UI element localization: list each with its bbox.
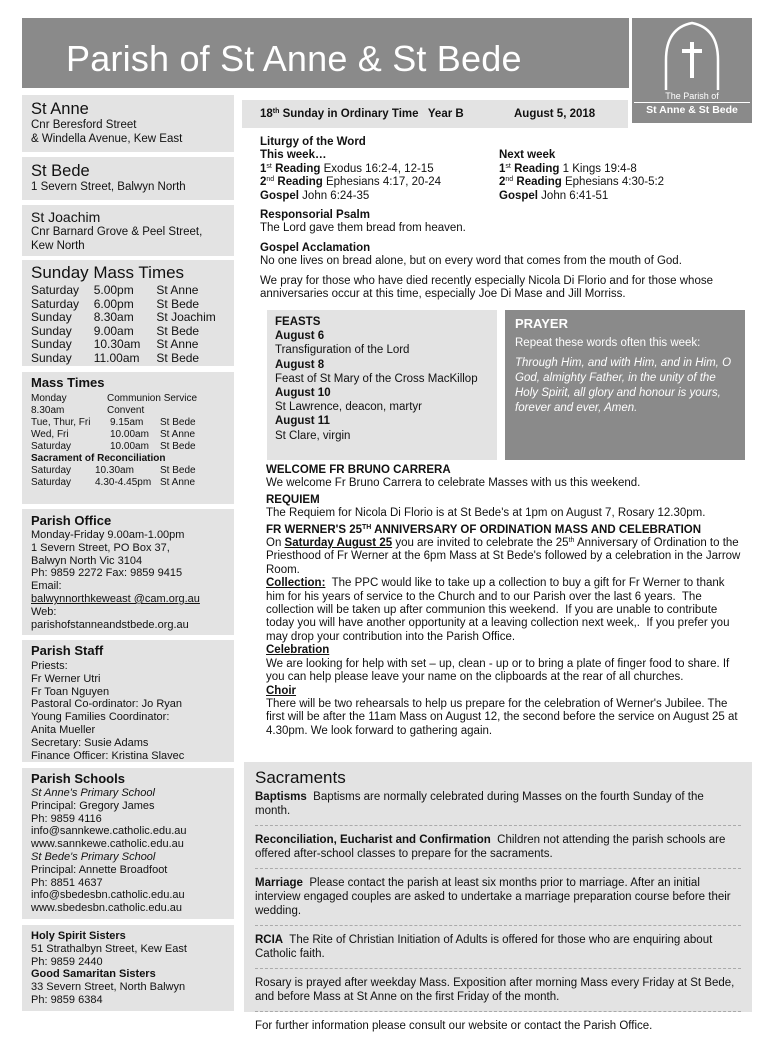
sacraments-box	[244, 762, 752, 1032]
sisters-line: 51 Strathalbyn Street, Kew East	[31, 942, 187, 955]
reading-number: 1	[260, 162, 267, 175]
mass-cell: 6.00pm	[93, 296, 134, 311]
next-week-readings	[499, 149, 664, 203]
reading-number: 2	[499, 176, 506, 189]
liturgical-date-header	[242, 100, 628, 128]
invitation-text: On	[266, 537, 285, 550]
ordinal-suffix: st	[266, 162, 272, 170]
mass-cell: Saturday	[31, 441, 72, 452]
mass-cell: St Anne	[160, 477, 196, 488]
staff-line: Finance Officer: Kristina Slavec	[31, 749, 185, 762]
mass-cell: Saturday	[31, 465, 72, 476]
reading-label: Reading	[275, 162, 321, 175]
mass-cell: Saturday	[31, 283, 80, 297]
sacrament-text: For further information please consult our website or contact the Parish Office.	[255, 1020, 653, 1032]
invitation-text: Anniversary of Ordination to the Priesthood of Fr Werner at the 6pm Mass at St Bede's followed by a celebration in the Jarrow Room.	[266, 537, 741, 576]
office-line: Balwyn North Vic 3104	[31, 554, 143, 567]
church-address: Kew North	[31, 239, 85, 252]
sunday-mass-row	[31, 338, 225, 352]
sacrament-text: Baptisms are normally celebrated during Masses on the fourth Sunday of the month.	[255, 791, 707, 817]
sunday-mass-row	[31, 352, 225, 366]
parish-title-banner: Parish of St Anne & St Bede	[22, 18, 629, 88]
reading-label: Reading	[516, 176, 562, 189]
acclamation-title: Gospel Acclamation	[260, 241, 371, 254]
reading-ref: John 6:24-35	[298, 189, 370, 202]
anniversary-title-part: ANNIVERSARY OF ORDINATION MASS AND CELEBRATION	[371, 523, 702, 536]
mass-row-monday	[31, 393, 225, 417]
mass-cell: Saturday	[31, 477, 72, 488]
school-name: St Anne's Primary School	[31, 787, 155, 799]
staff-line: Pastoral Co-ordinator: Jo Ryan	[31, 698, 183, 711]
sisters-line: 33 Severn Street, North Balwyn	[31, 981, 186, 994]
reading-number: 2	[260, 176, 267, 189]
parish-logo	[632, 18, 752, 123]
office-email-link[interactable]: balwynnorthkeweast @cam.org.au	[31, 592, 200, 605]
sacrament-paragraph	[255, 876, 741, 926]
feast-date: August 10	[275, 387, 331, 400]
prayer-title: PRAYER	[515, 316, 568, 331]
feasts-list	[275, 329, 489, 443]
mass-cell: St Anne	[160, 429, 196, 440]
sacrament-text: Please contact the parish at least six months prior to marriage. After an initial interview engaged couples are asked to undertake a marriage preparation course before their wedding.	[255, 877, 734, 917]
reading-ref: Exodus 16:2-4, 12-15	[320, 162, 434, 175]
requiem-text: The Requiem for Nicola Di Florio is at St Bede's at 1pm on August 7, Rosary 12.30pm.	[266, 507, 706, 520]
prayer-intro: Repeat these words often this week:	[515, 337, 701, 349]
school-line: www.sbedesbn.catholic.edu.au	[31, 902, 183, 915]
sunday-mass-times	[22, 260, 234, 366]
church-name: St Anne	[31, 100, 89, 118]
invitation-date: Saturday August 25	[284, 537, 393, 550]
mass-cell: Sunday	[31, 337, 72, 351]
reconciliation-row	[31, 477, 225, 489]
mass-cell: St Bede	[156, 350, 200, 365]
feasts-box	[267, 310, 497, 460]
church-address: & Windella Avenue, Kew East	[31, 132, 183, 145]
anniversary-invitation	[266, 537, 744, 577]
mass-cell: 10.00am	[110, 441, 149, 452]
church-name: St Bede	[31, 162, 90, 180]
sacrament-paragraph	[255, 833, 741, 869]
staff-line: Secretary: Susie Adams	[31, 736, 149, 749]
school-line: www.sannkewe.catholic.edu.au	[31, 838, 184, 851]
mass-table	[31, 417, 225, 453]
mass-cell: Saturday	[31, 296, 80, 311]
office-line: Email:	[31, 580, 62, 593]
sisters-line: Ph: 9859 6384	[31, 993, 103, 1006]
mass-desc: Communion Service	[107, 393, 198, 404]
school-line: Ph: 8851 4637	[31, 876, 103, 889]
mass-cell: 11.00am	[93, 350, 140, 365]
collection-notice	[266, 577, 744, 644]
school-line: Principal: Gregory James	[31, 799, 155, 812]
staff-line: Priests:	[31, 660, 68, 672]
acclamation-text: No one lives on bread alone, but on every word that comes from the mouth of God.	[260, 255, 682, 268]
staff-line: Young Families Coordinator:	[31, 711, 170, 724]
section-title: Parish Schools	[31, 771, 125, 786]
ordinal-suffix: th	[272, 108, 280, 115]
celebration-text: We are looking for help with set – up, clean - up or to bring a plate of finger food to share. If you can help please leave your name on the clipboards at the rear of all churches.	[266, 657, 730, 684]
mass-cell: Sunday	[31, 323, 72, 338]
sunday-mass-row	[31, 311, 225, 325]
mass-cell: 9.00am	[93, 323, 134, 338]
collection-label: Collection:	[266, 577, 326, 590]
choir-label: Choir	[266, 684, 297, 697]
sacrament-label: Baptisms	[255, 791, 307, 803]
section-title: Parish Office	[31, 513, 112, 528]
mass-cell: 8.30am	[93, 310, 134, 324]
parish-staff	[22, 640, 234, 762]
requiem-title: REQUIEM	[266, 493, 320, 506]
logo-line2: St Anne & St Bede	[634, 102, 750, 117]
liturgy-title: Liturgy of the Word	[260, 136, 366, 148]
welcome-text: We welcome Fr Bruno Carrera to celebrate Masses with us this weekend.	[266, 477, 641, 490]
sunday-number: 18	[260, 108, 273, 120]
reading-ref: 1 Kings 19:4-8	[559, 162, 637, 175]
mass-cell: Tue, Thur, Fri	[31, 417, 91, 428]
mass-desc: Convent	[107, 405, 145, 416]
mass-row	[31, 441, 225, 453]
office-web-label: Web:	[31, 605, 57, 618]
church-address: 1 Severn Street, Balwyn North	[31, 181, 186, 193]
sunday-mass-table	[31, 284, 225, 365]
mass-cell: St Bede	[156, 323, 200, 338]
mass-row	[31, 429, 225, 441]
reconciliation-table	[31, 465, 225, 489]
school-line: Principal: Annette Broadfoot	[31, 863, 168, 876]
invitation-text: you are invited to celebrate the 25	[392, 537, 569, 550]
feast-name: Feast of St Mary of the Cross MacKillop	[275, 372, 478, 385]
mass-cell: 5.00pm	[93, 283, 134, 297]
feast-date: August 11	[275, 415, 330, 428]
sisters-title: Holy Spirit Sisters	[31, 930, 126, 942]
church-address: Cnr Barnard Grove & Peel Street,	[31, 226, 203, 238]
reading-number: 1	[499, 162, 506, 175]
mass-row	[31, 417, 225, 429]
sunday-mass-row	[31, 298, 225, 312]
church-arch-icon	[632, 18, 752, 93]
office-line: Ph: 9859 2272 Fax: 9859 9415	[31, 567, 183, 580]
parish-notices	[266, 464, 744, 738]
mass-cell: 9.15am	[110, 417, 144, 428]
choir-text: There will be two rehearsals to help us prepare for the celebration of Werner's Jubilee. The first will be after the 11am Mass on August 12, the second before the service on August 25 at 4.30pm. We look forward to gathering again.	[266, 697, 738, 737]
sacrament-label: Reconciliation, Eucharist and Confirmation	[255, 834, 491, 846]
gospel-label: Gospel	[499, 189, 538, 202]
mass-time: 8.30am	[31, 405, 65, 416]
feast-date: August 6	[275, 330, 325, 343]
sacrament-label: RCIA	[255, 934, 284, 946]
mass-cell: St Anne	[156, 283, 199, 297]
sacrament-text: Children not attending the parish schools are offered after-school classes to prepare for the sacraments.	[255, 834, 729, 860]
office-web-link[interactable]: parishofstanneandstbede.org.au	[31, 618, 189, 631]
welcome-title: WELCOME FR BRUNO CARRERA	[266, 464, 451, 476]
mass-cell: 10.00am	[110, 429, 149, 440]
church-name: St Joachim	[31, 209, 101, 225]
school-line: info@sbedesbn.catholic.edu.au	[31, 889, 185, 902]
celebration-label: Celebration	[266, 644, 330, 657]
mass-day: Monday	[31, 393, 67, 404]
mass-cell: St Joachim	[156, 310, 216, 324]
logo-line1: The Parish of	[665, 91, 719, 101]
sisters-title: Good Samaritan Sisters	[31, 968, 156, 981]
parish-schools	[22, 768, 234, 919]
office-line: Monday-Friday 9.00am-1.00pm	[31, 529, 185, 541]
reading-ref: Ephesians 4:17, 20-24	[322, 176, 442, 189]
section-title: Parish Staff	[31, 643, 104, 658]
sacrament-text: Rosary is prayed after weekday Mass. Exposition after morning Mass every Friday at St Bede, and before Mass at St Anne on the first Friday of the month.	[255, 977, 738, 1003]
weekday-mass-times	[22, 372, 234, 504]
sacrament-label: Marriage	[255, 877, 303, 889]
feast-name: St Lawrence, deacon, martyr	[275, 401, 423, 414]
psalm-text: The Lord gave them bread from heaven.	[260, 222, 466, 235]
reconciliation-row	[31, 465, 225, 477]
this-week-readings	[260, 149, 499, 203]
prayer-text: Through Him, and with Him, and in Him, O God, almighty Father, in the unity of the Holy Spirit, all glory and honour is yours, forever and ever, Amen.	[515, 357, 732, 414]
gospel-label: Gospel	[260, 189, 299, 202]
bulletin-date: August 5, 2018	[514, 108, 596, 120]
reconciliation-title: Sacrament of Reconciliation	[31, 453, 166, 464]
feast-date: August 8	[275, 358, 325, 371]
ordinal-suffix: th	[568, 537, 575, 545]
reading-label: Reading	[277, 176, 323, 189]
mass-cell: St Bede	[160, 417, 196, 428]
sisters-line: Ph: 9859 2440	[31, 955, 103, 968]
mass-cell: Wed, Fri	[31, 429, 69, 440]
sunday-title: Sunday in Ordinary Time Year B	[279, 108, 464, 120]
school-details	[31, 864, 225, 915]
church-st-bede	[22, 157, 234, 200]
anniversary-title-part: FR WERNER'S 25	[266, 523, 363, 536]
psalm-title: Responsorial Psalm	[260, 209, 370, 222]
sacrament-paragraph	[255, 976, 741, 1012]
parish-office	[22, 509, 234, 635]
prayer-box	[505, 310, 745, 460]
liturgy-of-the-word	[260, 136, 750, 301]
ordinal-suffix: nd	[505, 176, 514, 184]
anniversary-title	[266, 524, 744, 537]
sacrament-text: The Rite of Christian Initiation of Adults is offered for those who are enquiring about Catholic faith.	[255, 934, 716, 960]
school-name: St Bede's Primary School	[31, 850, 156, 863]
collection-text: The PPC would like to take up a collection to buy a gift for Fr Werner to thank him for his years of service to the Church and to our Parish over the last 6 years. The collection will be taken up after communion this weekend. If you are unable to contribute today you will have another opportunity at a leaving collection next week,. If you prefer you may drop your contribution into the Parish Office.	[266, 577, 733, 643]
sacrament-paragraph	[255, 790, 741, 826]
staff-list	[31, 660, 225, 762]
mass-cell: St Bede	[160, 441, 196, 452]
next-week-label: Next week	[499, 149, 556, 162]
mass-cell: 4.30-4.45pm	[95, 477, 152, 488]
reading-ref: Ephesians 4:30-5:2	[561, 176, 665, 189]
school-line: info@sannkewe.catholic.edu.au	[31, 825, 187, 838]
school-line: Ph: 9859 4116	[31, 812, 102, 825]
ordinal-suffix: st	[505, 162, 511, 170]
sacraments-list	[255, 790, 741, 1040]
mass-cell: St Bede	[160, 465, 196, 476]
section-title: Mass Times	[31, 375, 105, 390]
reading-ref: John 6:41-51	[537, 189, 609, 202]
ordinal-suffix: TH	[362, 523, 372, 531]
prayers-for-deceased: We pray for those who have died recently especially Nicola Di Florio and for those whose anniversaries occur at this time, especially Joe Di Mase and Jill Morriss.	[260, 274, 713, 301]
staff-line: Anita Mueller	[31, 723, 96, 736]
sunday-mass-row	[31, 284, 225, 298]
mass-cell: Sunday	[31, 350, 72, 365]
office-line: 1 Severn Street, PO Box 37,	[31, 541, 170, 554]
staff-line: Fr Werner Utri	[31, 672, 101, 685]
sacraments-title: Sacraments	[255, 768, 346, 787]
ordinal-suffix: nd	[266, 176, 275, 184]
mass-cell: Sunday	[31, 310, 72, 324]
religious-sisters	[22, 925, 234, 1011]
church-address: Cnr Beresford Street	[31, 119, 137, 131]
sunday-mass-row	[31, 325, 225, 339]
school-details	[31, 800, 225, 851]
sacrament-paragraph	[255, 933, 741, 969]
mass-cell: 10.30am	[93, 337, 141, 351]
feast-name: Transfiguration of the Lord	[275, 344, 410, 357]
mass-cell: St Anne	[156, 337, 199, 351]
section-title: Sunday Mass Times	[31, 263, 185, 282]
feast-name: St Clare, virgin	[275, 429, 351, 442]
sacrament-paragraph	[255, 1019, 741, 1040]
mass-cell: 10.30am	[95, 465, 134, 476]
this-week-label: This week…	[260, 149, 327, 162]
reading-label: Reading	[514, 162, 560, 175]
feasts-title: FEASTS	[275, 316, 321, 328]
staff-line: Fr Toan Nguyen	[31, 685, 110, 698]
church-st-anne	[22, 95, 234, 152]
mass-cell: St Bede	[156, 296, 200, 311]
church-st-joachim	[22, 205, 234, 256]
